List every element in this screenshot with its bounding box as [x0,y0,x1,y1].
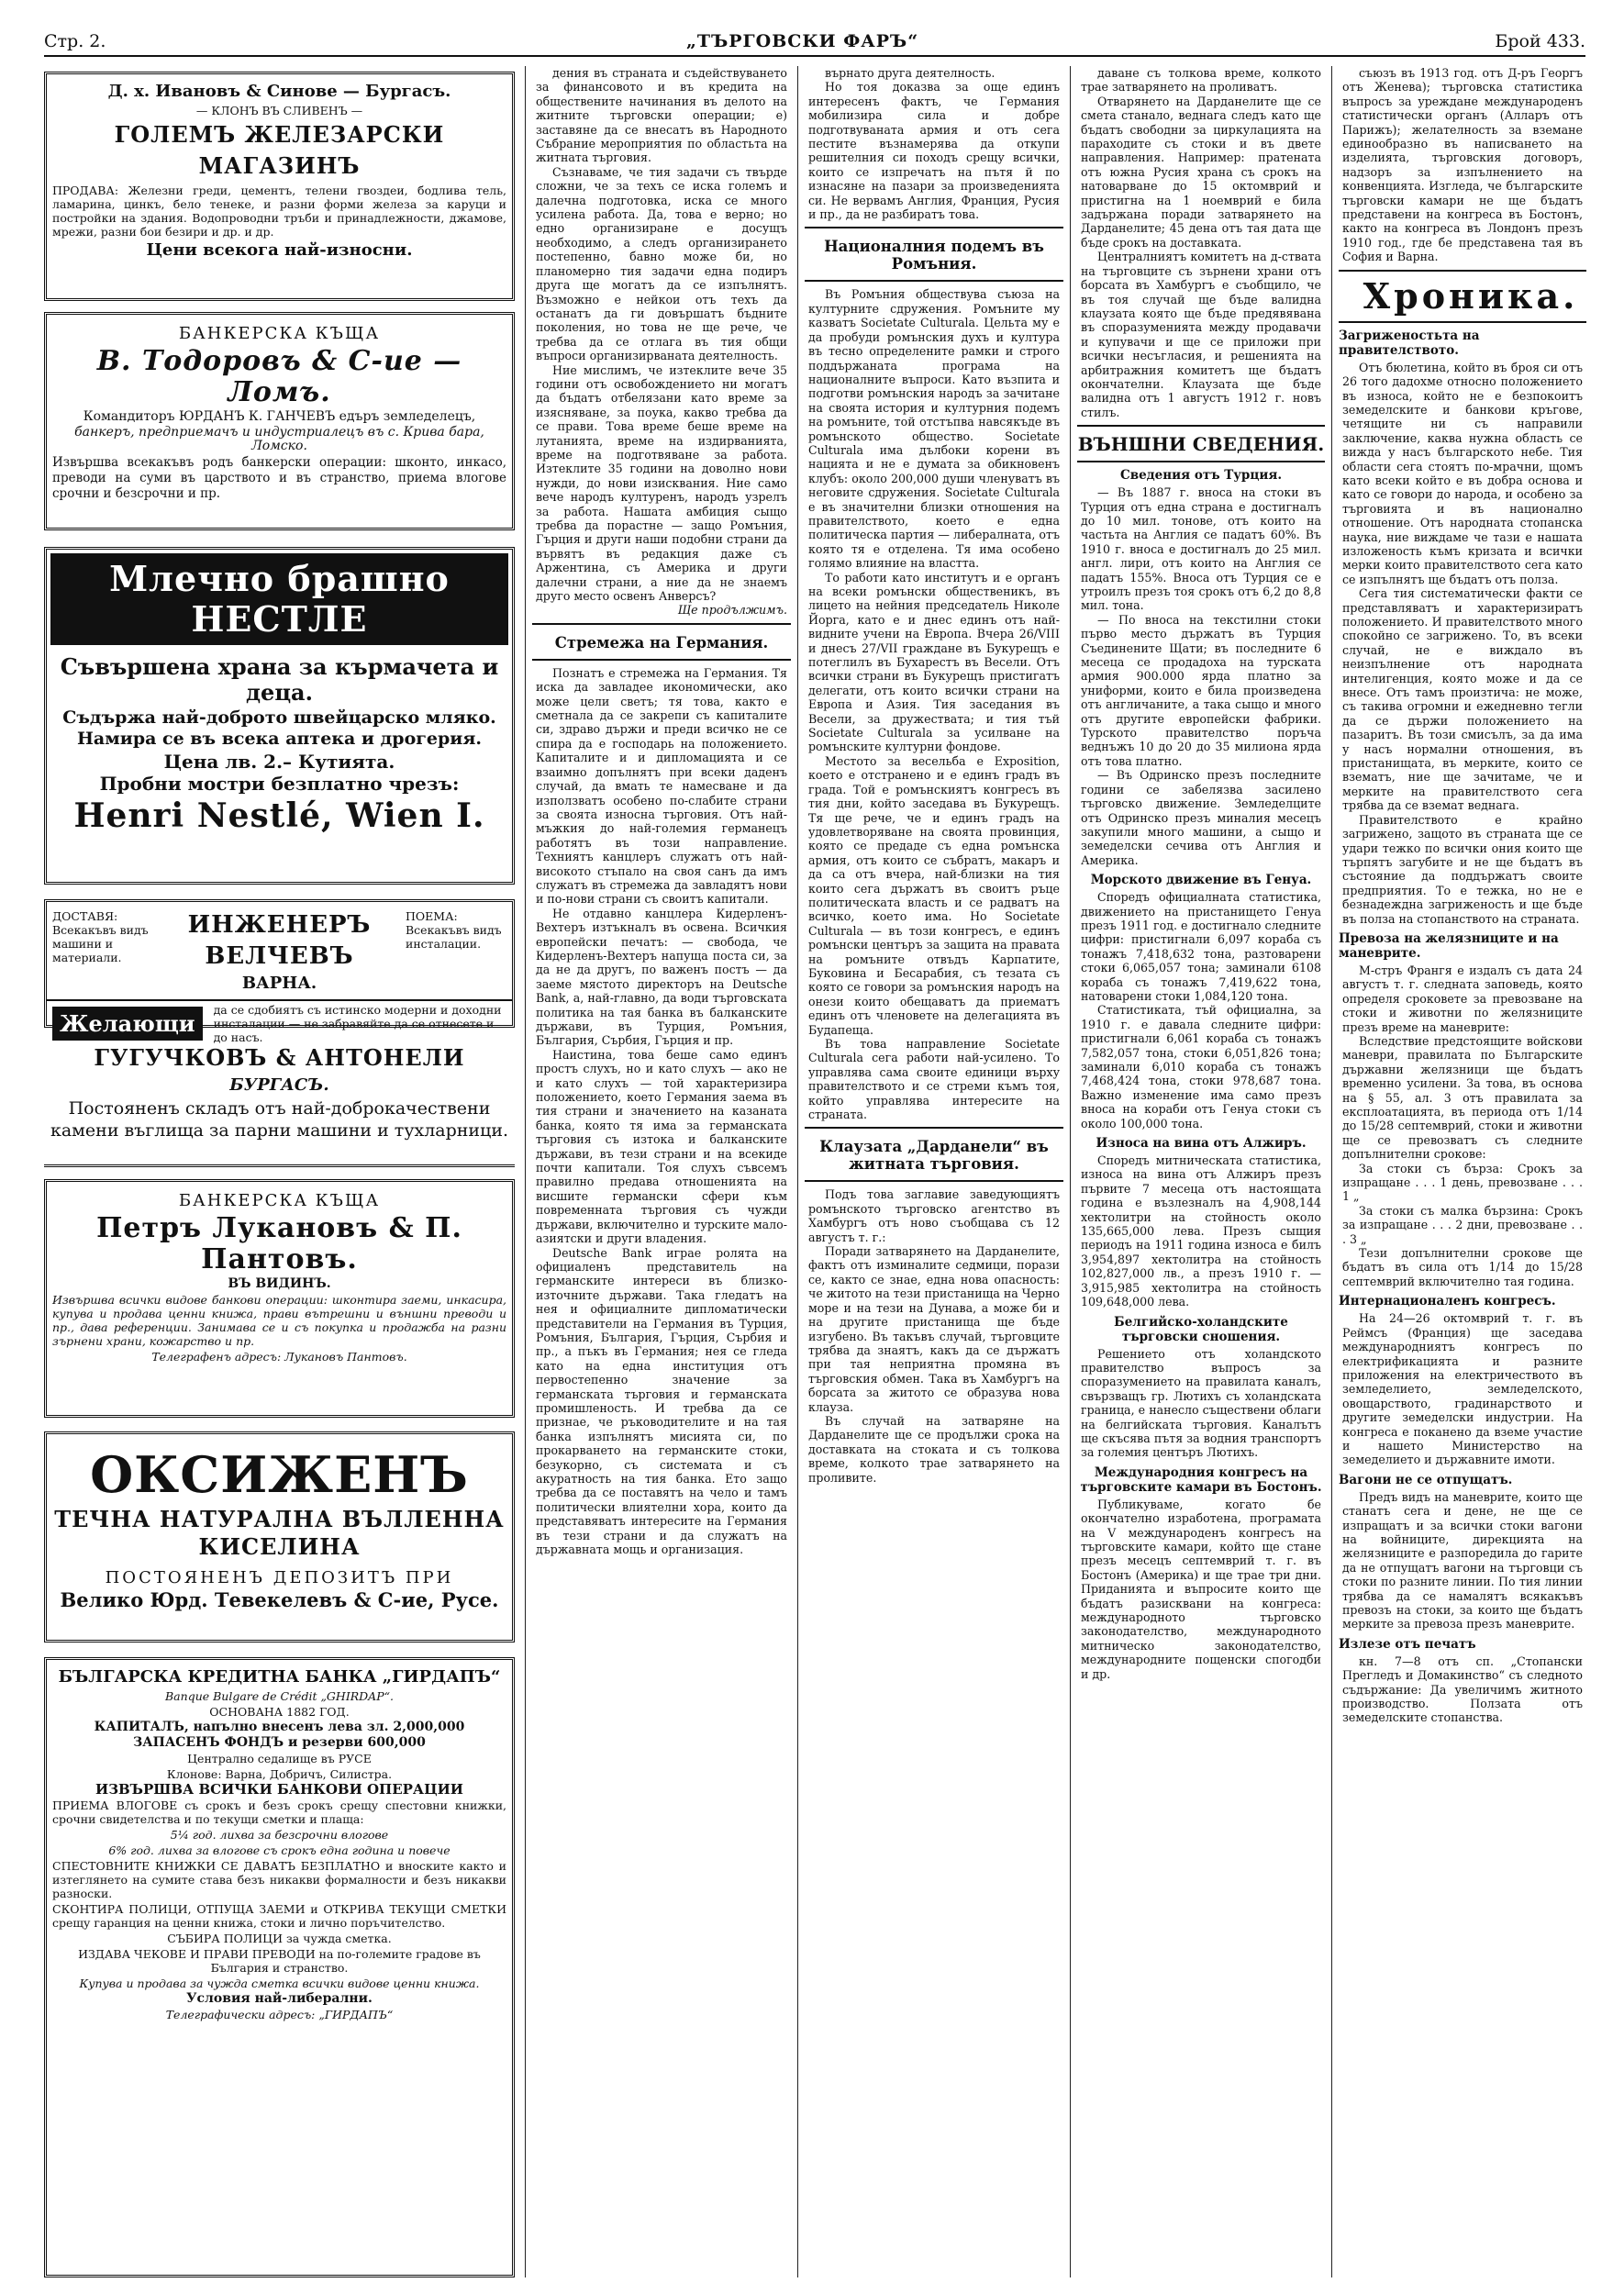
article-text: Поради затварянето на Дарданелите, фактъ отъ изминалите седмици, порази се, както се знае, една нова опасность: че житото на тези пристанища на Черно море и на тези на Дунава, а може би и на другите пристанища ще бъде изгубено. Въ такъвъ случай, търговците трябва да знаятъ, какъ да се държатъ при тая неприятна промяна въ търговския обмен. Така въ Хамбургъ на борсата за житото се образува нова клауза. [808,1244,1060,1414]
article-text: Споредъ официалната статистика, движението на пристанището Генуа презъ 1911 год. е достигнало следните цифри: пристигнали 6,097 кораба съ тонажъ 7,418,632 тона, разтоварени стоки 6,065,057 тона; заминали 6108 кораба съ тонажъ 7,419,622 тона, натоварени стоки 1,084,120 тона. [1081,890,1321,1003]
article-text: Решението отъ холандското правителство въпросъ за споразумението на правилата каналъ, свързващъ гр. Лютихъ съ холандската граница, е нанесло съществени облаги на белгийската търговия. Каналътъ ще скъсява пътя за водния транспортъ за големия центъръ Лютихъ. [1081,1346,1321,1460]
ad-line1: Съвършена храна за кърмачета и деца. [60,653,499,706]
ad-name: В. Тодоровъ & С-ие — Ломъ. [96,345,462,408]
ad-price: Цена лв. 2.– Кутията. [163,751,395,773]
ad-todorov [44,312,515,530]
ad-guguchkov [44,1041,515,1167]
ad-samples: Пробни мостри безплатно чрезъ: [99,773,460,795]
ad-lukanov [44,1179,515,1418]
article-text: Ние мислимъ, че изтеклите вече 35 години отъ освобождението ни могатъ да бъдатъ отбелязани като време за изясняване, за поука, какво требва да се прави. Това време беше време на лутанията, време на издирванията, време на подготвяване за работа. Изтеклите 35 години на доволно нови нужди, до нови изисквания. Ние само вече народъ културенъ, народъ узрелъ за работа. Нашата амбиция сыщо требва да порастне — защо Ромъния, Гърция и други наши подобни страни да вървятъ въ редакция даже съ Аржентина, съ Америка и други далечни страни, а ние да не знаемъ другo место освенъ Анверсъ? [536,362,787,604]
article-text: То работи като институтъ и е органъ на всеки ромънски общественикъ, въ лицето на нейния председатель Николе Йорга, като е и днес единъ отъ най-видните учени на Европа. Вчера 26/VIII и днесъ 27/VII граждане въ Букурещъ е потеглилъ въ Бухарестъ въ Весели. Отъ всички страни въ Букурещъ пристигатъ делегати, отъ които всички страни на Европа и Азия. Тия заседания въ Весели, за дружествата; и тия тъй Societate Culturala за усилване на ромънските културни фондове. [808,570,1060,754]
article-text: Въ Ромъния обществува съюза на културните сдружения. Ромъните му казватъ Societate Culturala. Цельта му е да пробуди ромънския духъ и култура въ тесно определените рамки и строго поддържаната програма на националните въпроси. Като възпита и подготви ромънския народъ за зачитане на своята история и културния подемъ на ромъните, той отстъпва навсякъде въ ромънското общество. Societate Culturala има дълбоки корени въ нацията и не е думата за обикновенъ клубъ: около 200,000 души членуватъ въ неговите сдружения. Societate Culturala е въ значителни близки отношения на правителството, което е една политическа партия — либералната, отъ която тя е отделена. Тя има особено голямо влияние на властта. [808,287,1060,571]
ad-terms: Условия най-либерални. [186,1991,373,2006]
ad-deposits: ПРИЕМА ВЛОГОВЕ съ срокъ и безъ срокъ срещу спестовни книжки, срочни свидетелства и по текущи сметки и плаща: [52,1798,506,1826]
ad-body: ПРОДАВА: Железни греди, цементъ, телени гвоздеи, бодлива тель, ламарина, цинкъ, бело тенеке, и разни форми железа за каруци и постройки на здания. Водопроводни тръби и принадлежности, джамове, мрежи, разни бои безири и др. и др. [52,184,506,239]
article-heading: Националния подемъ въ Ромъния. [824,238,1044,273]
ad-body: Извършва всички видове банкови операции: шконтира заеми, инкасира, купува и продава ценни книжа, прави вътрешни и външни преводи и пр., дава референции. Занимава се и съ покупка и продажба на разни зърнени храни, кожарство и пр. [52,1293,506,1348]
ad-title: Д. х. Ивановъ & Синове — Бургасъ. [107,82,451,101]
article-text: — Въ Одринско презъ последните години се забелязва засилено търговско движение. Земледелците отъ Одринско презъ миналия месецъ закупили много машини, а сыщо и земеделски сечива отъ Англия и Америка. [1081,768,1321,867]
column-4 [1077,66,1325,2277]
schedule-line: За стоки съ бърза: Срокъ за изпращане . . . 1 день, превозване . . . 1 „ [1342,1161,1583,1204]
article-text: Централниятъ комитетъ на д-ствата на търговците съ зърнени храни отъ борсата въ Хамбургъ е съобщило, че въ тоя случай ще бъде валидна клаузата която ще бъде предявявана въ споразуменията между продавачи и купувачи и ще се приложи при всички несъгласия, и решенията на арбитражния комитетъ ще бъдатъ окончателни. Клаузата ще бъде валидна отъ 1 августъ 1912 г. новъ стилъ. [1081,250,1321,419]
article-text: Deutsche Bank играе ролята на официаленъ представитель на германските интереси въ близко-източните държави. Така гледатъ на нея и официалните дипломатически представители на Германия въ Турция, Ромъния, България, Гърция, Сърбия и пр., а пъкъ въ Германия; нея се гледа като на една институция отъ первостепенно значение за германската търговия и германската промишленость. И требва да се признае, че ръководителите и на тая банка изпълнятъ мисията си, по прокарването на германските стоки, безукорно, съ системата и съ акуратность на тия банка. Ето защо требва да се поставятъ на чело и тамъ политически влиятелни хора, които да представяватъ интересите на Германия въ тези страни и да служатъ на държавната мощь и организация. [536,1245,787,1557]
article-text: даване съ толкова време, колкото трае затварянето на проливатъ. [1081,66,1321,95]
article-heading: Стремежа на Германия. [554,633,769,651]
article-text: Въ случай на затваряне на Дарданелите ще се продължи срока на доставката на стоката и съ толкова време, колкото трае затварянето на проливите. [808,1413,1060,1485]
article-text: — По вноса на текстилни стоки първо место държатъ въ Турция Съединените Щати; въ последните 6 месеца се продадоха на турската армия 900.000 ярда платно за униформи, които е била произведена отъ англичаните, а така сыщо и много отъ другите европейски фабрики. Турското правителство поръча веднъжъ 10 до 20 до 35 милиона ярда отъ това платно. [1081,612,1321,768]
article-text: — Въ 1887 г. вноса на стоки въ Турция отъ една страна е достигналъ до 10 мил. тонове, отъ които на частьта на Англия се падатъ 60%. Въ 1910 г. вноса е достигналъ до 25 мил. англ. лири, отъ които на Англия се падатъ 155%. Вноса отъ Турция се е утроилъ презъ тоя срокъ отъ 6,2 до 8,8 мил. тона. [1081,485,1321,613]
ad-books: СПЕСТОВНИТЕ КНИЖКИ СЕ ДАВАТЪ БЕЗПЛАТНО и вноскитe както и изтеглянето на сумитe става безъ никакви формалности и безъ никакви разноски. [52,1859,506,1900]
article-text: Вследствие предстоящите войскови маневри, правилата по Българските държавни желязници ще бъдатъ временно усилени. За това, въ основа на § 55, ал. 3 отъ правилата за експлоатацията, въ периода отъ 1/14 до 15/28 септемврий, стоки и животни ще се превозватъ съ следните допълнителни срокове: [1342,1033,1583,1162]
column-3 [805,66,1063,2277]
article-text: Но тоя доказва за още единъ интересенъ фактъ, че Германия мобилизира сила и добре подготвуваната армия и отъ сега пестите възнамерява да откупи решителния си походъ срещу всички, които се изпречатъ на пътя й по изнасяне на пазари за произведенията си. Не вервамъ Англия, Франция, Русия и пр., да не разбиратъ това. [808,80,1060,222]
page-header [44,31,1585,57]
article-text: Споредъ митническата статистика, износа на вина отъ Алжиръ презъ първите 7 месеца отъ настоящата година е възлезналъ на 4,908,144 хектолитри на стойность около 135,665,000 лева. Презъ сыщия периодъ на 1911 година износа е билъ 3,954,897 хектолитра на стойность 102,827,000 лв., а презъ 1910 г. — 3,915,985 хектолитра на стойность 109,648,000 лева. [1081,1153,1321,1309]
article-text: М-стръ Франгя е издалъ съ дата 24 августъ т. г. следната заповедь, която определя сроковете за превозване на стоки и животни по желязниците презъ време на маневрите: [1342,963,1583,1034]
article-heading: Морското движение въ Генуа. [1090,873,1312,888]
ad-rate1: 5¼ год. лихва за безсрочни влогове [170,1828,389,1842]
article-text: върнато другa деятелность. [825,66,996,80]
article-text: Сега тия систематически факти се представляватъ и характеризиратъ положението. И правителството много спокойно се загрижено. То, въ всеки случай, не е виждало въ неизпълнение отъ народната интелигенция, която може и да се внесе. Отъ тамъ произтича: не може, съ такива огромни и ежедневно тегли да се държи положението на пазаритъ. Въ този смисълъ, за да има у насъ нормални отношения, въ пристанищата, въ мерките, които се взематъ, ние ще зачитаме, че и мерките на правителството сега трябва да се вземат веднага. [1342,586,1583,813]
ad-cheques: ИЗДАВА ЧЕКОВЕ И ПРАВИ ПРЕВОДИ на по-големите градове въ България и странство. [78,1947,481,1975]
article-heading: Международния конгресъ на търговските камари въ Бостонъ. [1080,1464,1322,1495]
article-text: кн. 7—8 отъ сп. „Стопански Прегледъ и Домакинство“ съ следното съдържание: Да увеличимъ житното производство. Ползата отъ земеделските стопанства. [1342,1654,1583,1725]
ad-branches: Клонове: Варна, Добричъ, Силистра. [166,1767,393,1781]
chronicle-heading: Хроника. [1363,274,1579,317]
ad-slogan-text: да се сдобиятъ съ истинско модерни и доходни инсталации — не забравяйте да се отнесете и до насъ. [213,1003,502,1044]
ad-left: ДОСТАВЯ: Всекакъвъ видъ машини и материали. [52,909,149,964]
ad-title: ГУГУЧКОВЪ & АНТОНЕЛИ [94,1044,465,1071]
ad-title: БЪЛГАРСКА КРЕДИТНА БАНКА „ГИРДАПЪ“ [58,1667,501,1687]
article-heading: Белгийско-холандските търговски сношения. [1114,1314,1288,1344]
ad-right: ПОЕМА: Всекакъвъ видъ инсталации. [406,909,502,951]
article-text: Наистина, това беше само единъ простъ слухъ, но и като слухъ — ако не и като слухъ — той характеризира положението, което Германия заема въ тия страни и значението на казаната банка, която тя има за германската търговия съ изтока и балканските държави, въ тези страни и на всекиде почти капитали. Тоя слухъ съвсемъ правилно предава отношенията на висшите германски сфери към повременната търговия съ чужди държави, включително и турските мало-азиятски и други владения. [536,1047,787,1246]
ad-oxygen [44,1431,515,1643]
article-text: Въ това направление Societate Culturala сега работи най-усилено. То управлява сама своитe единици върху правителството и се стреми къмъ тоя, който управлява интересите на страната. [808,1037,1060,1122]
ad-name: Петръ Лукановъ & П. Пантовъ. [96,1212,462,1275]
ad-body: Извършва всекакъвъ родъ банкерски операции: шконто, инкасо, преводи на суми въ царството и въ странство, приема влогове срочни и безсрочни и пр. [52,455,506,501]
article-heading: Превоза на желязницитe и на маневритe. [1339,930,1559,961]
ad-rate2: 6% год. лихва за влогове съ срокъ една година и повече [108,1843,450,1857]
column-rule [1070,66,1071,2277]
ad-title: Млечно брашно НЕСТЛЕ [50,553,508,645]
article-text: Подъ това заглавие заведующиятъ ромънското търговско агентство въ Хамбургъ отъ ново съобщава съ 12 августъ т. г.: [808,1187,1060,1244]
ad-tele: Телеграфенъ адресъ: Лукановъ Пантовъ. [151,1350,407,1364]
ad-tele: Телеграфически адресъ: „ГИРДАПЪ“ [165,2008,394,2021]
column-5 [1339,66,1586,2277]
article-text: Тези допълнителни срокове ще бъдатъ въ сила отъ 1/14 до 15/28 септемврий включително тая година. [1342,1246,1583,1288]
ad-hq: Централно седалище въ РУСЕ [187,1752,372,1765]
article-heading: Износа на вина отъ Алжиръ. [1096,1136,1307,1152]
ad-founded: ОСНОВАНА 1882 ГОД. [209,1705,350,1719]
article-text: Правителството е крайно загрижено, защото въ страната ще се удари тежко по всички ония които ще търпятъ загубите и не ще бъдатъ въ състояние да поддържатъ своите предприятия. То е тежка, но не е безнадеждна загриженость и ще бъде въ полза на стопанството на страната. [1342,812,1583,926]
ad-nestle [44,547,515,885]
ad-firm: Henri Nestlé, Wien I. [73,796,485,835]
ad-reserve: ЗАПАСЕНЪ ФОНДЪ и резерви 600,000 [133,1735,426,1750]
article-heading: Клаузата „Дарданели“ въ житната търговия. [819,1138,1049,1174]
article-text: Местото за весельба е Exposition, което е отстранено и е единъ градъ въ града. Той е ромънскиятъ конгресъ въ тия дни, който заседава въ Букурещъ. Тя ще рече, че и единъ градъ на удовлетворяване на своята провинция, която се предаде съ една ромънска армия, отъ които се събратъ, макаръ и да са отъ вчера, най-близки на тия които сега държатъ въ своитъ ръце политическата власть и се радватъ на всичко, което има. Но Societate Culturala — въ този конгресъ, е единъ ромънски центъръ за защита на правата на ромъните отвъдъ Карпатите, Буковина и Бесарабия, съ тезата съ която се говори за ромънския народъ на онези които обещаватъ да приематъ единъ отъ членовете на делегацията въ Будапеща. [808,753,1060,1037]
ad-sub: ТЕЧНА НАТУРАЛНА ВЪЛЛЕННА КИСЕЛИНА [54,1506,505,1560]
article-text: Не отдавно канцлера Кидерленъ-Вехтеръ изтъкналъ въ освена. Всичкия европейски печатъ: — свобода, че Кидерленъ-Вехтеръ напуща поста си, за да не да другъ, по важенъ постъ — да заеме мястото директоръ на Deutsche Bank, а, най-главно, да води търговската политика на тая банка въ балканските държави, въ Турция, Ромъния, България, Сърбия, Гърция и пр. [536,906,787,1048]
section-heading: ВЪНШНИ СВЕДЕНИЯ. [1077,433,1325,456]
article-heading: Загриженостьта на правителството. [1339,328,1480,358]
ad-ops: ИЗВЪРШВА ВСИЧКИ БАНКОВИ ОПЕРАЦИИ [95,1781,463,1798]
ad-name: ИНЖЕНЕРЪ ВЕЛЧЕВЪ [187,911,372,970]
article-heading: Сведения отъ Турция. [1119,468,1283,484]
article-text: Съзнаваме, че тия задачи съ твърде сложни, че за техъ се иска големъ и далечна подготовка, иска се много усилена работа. Да, това е верно; но едно организиране е досущъ необходимо, а следъ организирането постепенно, бавно може би, но планомерно тия задачи една подиръ друга ще могатъ да се изпълнятъ. Възможно е нейкои отъ техъ да останатъ да ги довършатъ бъдните поколения, но това не ще рече, че требва да се отлага въ тия общи въпроси организирваната деятелность. [536,164,787,363]
column-2 [532,66,791,2277]
ad-capital: КАПИТАЛЪ, напълно внесенъ левa зл. 2,000,000 [94,1720,465,1734]
ad-velchev [44,899,515,1044]
article-text: Отъ бюлетина, който въ броя си отъ 26 того дадохме относно положението въ износа, който не е безпокоитъ земеделските и банкови кръгове, четящите ни съ направили заключение, каква нужна область се вижда у насъ българското небе. Тия области сега стоятъ по-мрачни, щомъ като всеки който е въ добра основа и като се говори до народа, и особено за търговията и въ национално отношение. Отъ народната стопанска наука, ние виждаме че тази е нашата изложеность къмъ кризата и всички мерки които правителството сега като се изпълнятъ ще бъдатъ отъ полза. [1342,360,1583,586]
ad-ivanov [44,72,515,301]
ad-collect: СЪБИРА ПОЛИЦИ за чужда сметка. [167,1932,392,1945]
newspaper-title: „ТЪРГОВСКИ ФАРЪ“ [686,31,919,51]
ad-slogan: Желающи [52,1007,203,1041]
article-text: Публикуваме, когато бе окончателно изработена, програмата на V международенъ конгресъ на търговските камари, който ще стане презъ месецъ септемврий т. г. въ Бостонъ (Америка) и ще трае три дни. Приданията и въпросите които ще бъдатъ разисквани на конгреса: международното търговско законодателство, международното митническо законодателство, международните пощенски спогодби и др. [1081,1497,1321,1681]
ad-fr: Banque Bulgare de Crédit „GHIRDAP“. [165,1689,394,1703]
ad-line2: Съдържа най-доброто швейцарско мляко. Намира се въ всека аптека и дрогерия. [62,707,496,749]
article-text: Предъ видъ на маневрите, които ще станатъ сега и дене, не ще се изпращатъ и за всички стоки вагони на войниците, дирекцията на желязниците е разпоредила до гарите да не отпущатъ вагони на търговци съ стоки по разните линии. По тия линии трябва да се намалятъ всякакъвъ превозъ на стоки, за които ще бъдатъ мерките за превоза презъ маневрите. [1342,1489,1583,1631]
ad-firm: Велико Юрд. Тевекелевъ & С-ие, Русе. [60,1588,499,1611]
ad-title: ОКСИЖЕНЪ [90,1445,469,1504]
schedule-line: За стоки съ малка бързина: Срокъ за изпращане . . . 2 дни, превозване . . . 3 „ [1342,1203,1583,1246]
issue-number: Брой 433. [1495,31,1585,51]
ad-depot: ПОСТОЯНЕНЪ ДЕПОЗИТЪ ПРИ [105,1568,454,1587]
ad-city: БУРГАСЪ. [229,1075,329,1095]
ad-footer: Цени всекога най-износни. [146,240,413,260]
article-text: На 24—26 октомврий т. г. въ Реймсъ (Франция) ще заседава международниятъ конгресъ по електрификацията и разните приложения на електричеството въ земледелието, земледелското, овощарството, градинарството и другите земеделски индустрии. На конгреса е поканено да вземе участие и нашето Министерство на земеделието и държавните имоти. [1342,1311,1583,1467]
column-rule [797,66,798,2277]
ad-ghirdap [44,1657,515,2277]
article-text: Статистиката, тъй официална, за 1910 г. е давала следните цифри: пристигнали 6,061 кораба съ тонажъ 7,582,057 тона, стоки 6,051,826 тона; заминали 6,010 кораба съ тонажъ 7,468,424 тона, стоки 978,687 тона. Важно изменение има само презъ вноса на кораби отъ Генуа стоки съ около 100,000 тона. [1081,1003,1321,1130]
ad-body: Постояненъ складъ отъ най-доброкачествени камени въглища за парни машини и тухларници. [50,1098,509,1141]
column-rule [525,66,526,2277]
ad-discount: СКОНТИРА ПОЛИЦИ, ОТПУЩА ЗАЕМИ и ОТКРИВА ТЕКУЩИ СМЕТКИ срещу гаранция на ценни книжа, стоки и лично поръчителство. [52,1902,506,1930]
page-number: Стр. 2. [44,31,106,51]
ad-role: банкеръ, предприемачъ и индустриалецъ въ с. Крива бара, Ломско. [74,425,484,453]
article-text: дения въ страната и съдействуването за финансовото и въ кредита на обществените начинания въ делото на житните търговски операции; е) заставяне да се внесатъ въ Народното Събрание мероприятия по областьта на житната търговия. [536,66,787,165]
ad-branch: — КЛОНЪ ВЪ СЛИВЕНЪ — [195,104,363,117]
article-text: съюзъ въ 1913 год. отъ Д-ръ Георгъ отъ Женева); търговска статистика въпросъ за уреждане международенъ статистически органъ (Алларъ отъ Парижъ); желателность за вземане единообразно въ написването на изделията, търговския договоръ, надзоръ за изпълнението на конвенцията. Изгледа, че българските търговски камари не ще бъдатъ представени на конгреса въ Бостонъ, както на конгреса въ Лондонъ презъ 1910 год., где бе представена тая въ София и Варна. [1342,66,1583,264]
ad-city: ВЪ ВИДИНЪ. [228,1276,331,1291]
article-heading: Интернационаленъ конгресъ. [1339,1294,1556,1309]
ad-buys: Купува и продава за чужда сметка всички видове ценни книжа. [79,1977,480,1990]
article-heading: Вагони не се отпущатъ. [1339,1472,1513,1487]
article-text: Познатъ е стремежа на Германия. Тя иска да завладее икономически, ако може цели светъ; тя това, както е сметнала да се закрепи съ капиталите си, здраво държи и преди всичко не се спира да е господарь на положението. Капиталите и и дипломацията и се взаимно допълнятъ при всеки даденъ случай, да вмать те намесване и да използватъ особено по-слабите страни за своята износна търговия. Отъ най-мъжкия до най-големия германецъ работятъ въ този направление. Техниятъ канцлеръ служатъ отъ най-високото стъпало на своя санъ да имъ служатъ въ стремежа да завладятъ нови и по-нови страни съ своитъ капитали. [536,665,787,907]
article-text: Отварянето на Дарданелите ще се смета станало, веднага следъ като ще бъдатъ свободни за циркулацията на параходите съ стоки и въ двете направления. Например: пратената отъ южна Русия храна съ срокъ на натоварване до 15 октомврий и пристигна на 1 ноемврий е била задържана поради затварянето на Дарданелите; 45 дена отъ тая дата ще бъде срокъ на доставката. [1081,94,1321,250]
ad-city: ВАРНА. [241,974,317,993]
column-rule [1331,66,1332,2277]
ad-title: БАНКЕРСКА КЪЩА [178,324,381,343]
ad-title: БАНКЕРСКА КЪЩА [178,1191,381,1210]
ad-partner: Командиторъ ЮРДАНЪ К. ГАНЧЕВЪ едъръ земледелецъ, [83,409,476,424]
article-heading: Излезе отъ печатъ [1339,1636,1476,1652]
ad-name: ГОЛЕМЪ ЖЕЛЕЗАРСКИ МАГАЗИНЪ [114,121,445,179]
article-continued: Ще продължимъ. [677,603,787,618]
